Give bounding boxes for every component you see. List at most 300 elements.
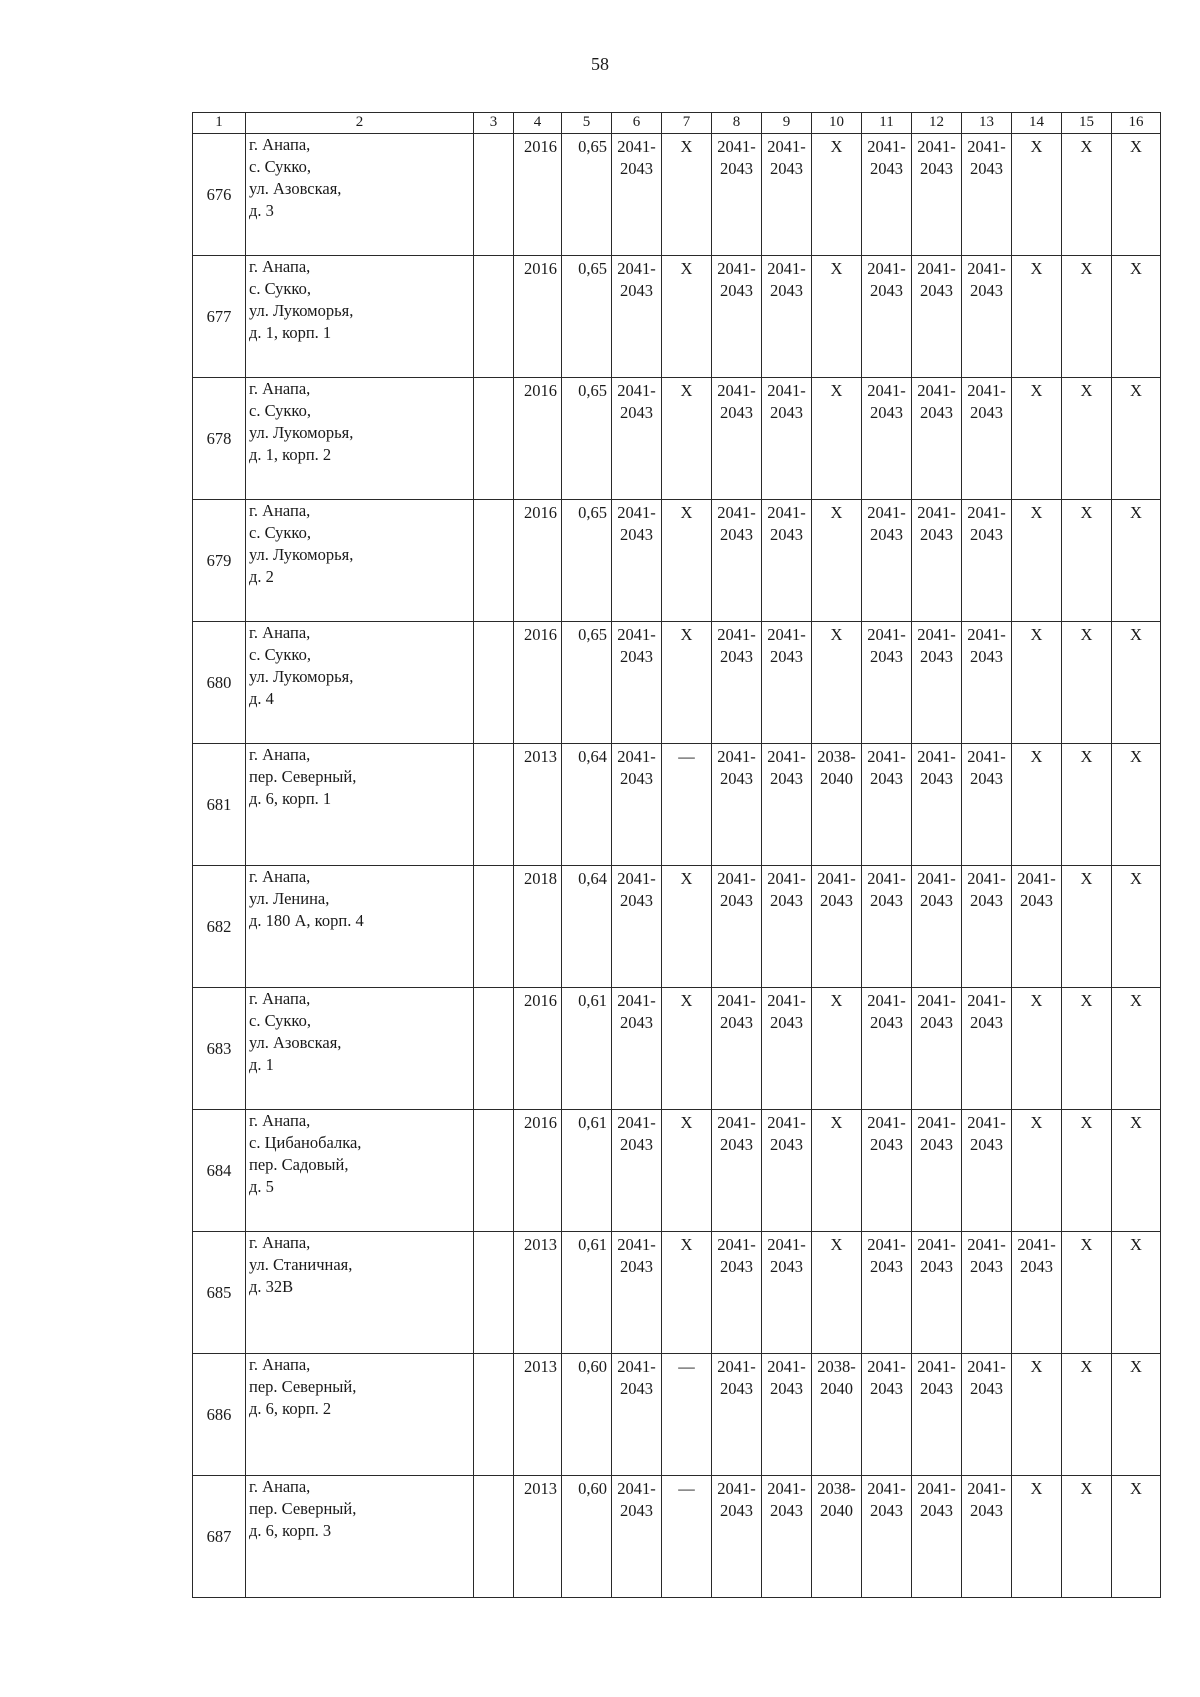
- row-number-cell: 679: [193, 500, 246, 622]
- cell-col-13: [962, 744, 1012, 866]
- cell-line: 2041-: [617, 259, 656, 278]
- wear-cell: 0,61: [562, 1110, 612, 1232]
- cell-col-11: [862, 866, 912, 988]
- cell-line: г. Анапа,: [249, 1477, 311, 1496]
- table-row: [193, 1232, 1161, 1354]
- cell-col-6: [612, 744, 662, 866]
- cell-line: с. Сукко,: [249, 1011, 311, 1030]
- cell-line: 2043: [770, 525, 803, 544]
- address-cell: [246, 1110, 474, 1232]
- cell-col-3: [474, 134, 514, 256]
- cell-line: 2041-: [767, 1113, 806, 1132]
- cell-col-8: [712, 866, 762, 988]
- cell-col-15: X: [1062, 1110, 1112, 1232]
- cell-line: 2038-: [817, 747, 856, 766]
- cell-col-13: [962, 1354, 1012, 1476]
- cell-line: X: [1030, 137, 1043, 156]
- cell-line: 2043: [870, 1379, 903, 1398]
- cell-line: 2043: [620, 1257, 653, 1276]
- cell-line: 2041-: [967, 1479, 1006, 1498]
- cell-line: 2043: [770, 1257, 803, 1276]
- column-header-11: 11: [862, 113, 912, 134]
- cell-line: 2043: [720, 1257, 753, 1276]
- cell-col-14: [1012, 1232, 1062, 1354]
- cell-line: X: [680, 991, 693, 1010]
- wear-cell: 0,65: [562, 622, 612, 744]
- cell-line: г. Анапа,: [249, 1355, 311, 1374]
- address-cell: [246, 134, 474, 256]
- row-number-cell: 680: [193, 622, 246, 744]
- cell-line: 2043: [720, 281, 753, 300]
- cell-line: г. Анапа,: [249, 623, 311, 642]
- cell-line: X: [830, 137, 843, 156]
- cell-col-12: [912, 1476, 962, 1598]
- cell-line: 2043: [770, 1379, 803, 1398]
- table-row: [193, 134, 1161, 256]
- cell-line: —: [678, 1357, 695, 1376]
- cell-line: 2043: [620, 525, 653, 544]
- cell-line: г. Анапа,: [249, 1111, 311, 1130]
- cell-line: д. 32В: [249, 1277, 294, 1296]
- cell-line: 2043: [970, 769, 1003, 788]
- cell-line: 2043: [770, 281, 803, 300]
- cell-col-11: [862, 1354, 912, 1476]
- cell-col-9: [762, 1354, 812, 1476]
- cell-col-12: [912, 1110, 962, 1232]
- cell-line: 2041-: [617, 625, 656, 644]
- cell-line: с. Сукко,: [249, 401, 311, 420]
- year-cell: 2016: [514, 988, 562, 1110]
- cell-line: 2043: [870, 769, 903, 788]
- cell-line: 2043: [620, 1135, 653, 1154]
- cell-line: 2041-: [817, 869, 856, 888]
- cell-line: 2041-: [917, 869, 956, 888]
- cell-col-10: [812, 500, 862, 622]
- cell-line: 2041-: [617, 1235, 656, 1254]
- cell-col-13: [962, 988, 1012, 1110]
- cell-col-3: [474, 1232, 514, 1354]
- cell-line: 2041-: [717, 625, 756, 644]
- cell-line: 2043: [720, 403, 753, 422]
- address-cell: [246, 1232, 474, 1354]
- cell-line: 2041-: [867, 1235, 906, 1254]
- cell-col-7: [662, 744, 712, 866]
- cell-col-6: [612, 1476, 662, 1598]
- cell-col-16: X: [1112, 744, 1161, 866]
- cell-line: 2043: [720, 1013, 753, 1032]
- cell-col-9: [762, 744, 812, 866]
- cell-line: 2041-: [767, 259, 806, 278]
- cell-line: X: [1030, 1113, 1043, 1132]
- page-number: 58: [591, 54, 609, 74]
- cell-line: 2041-: [967, 381, 1006, 400]
- cell-col-10: [812, 1476, 862, 1598]
- cell-line: ул. Лукоморья,: [249, 667, 354, 686]
- cell-col-3: [474, 500, 514, 622]
- cell-line: 2041-: [767, 1235, 806, 1254]
- year-cell: 2016: [514, 500, 562, 622]
- cell-col-7: [662, 256, 712, 378]
- wear-cell: 0,60: [562, 1476, 612, 1598]
- cell-col-16: X: [1112, 1476, 1161, 1598]
- cell-line: X: [680, 137, 693, 156]
- year-cell: 2016: [514, 1110, 562, 1232]
- cell-line: д. 1, корп. 1: [249, 323, 332, 342]
- wear-cell: 0,60: [562, 1354, 612, 1476]
- cell-col-9: [762, 1110, 812, 1232]
- cell-col-14: [1012, 134, 1062, 256]
- cell-col-14: [1012, 256, 1062, 378]
- column-header-14: 14: [1012, 113, 1062, 134]
- cell-col-9: [762, 378, 812, 500]
- cell-line: 2043: [720, 1501, 753, 1520]
- cell-col-10: [812, 744, 862, 866]
- cell-line: 2043: [970, 403, 1003, 422]
- cell-line: 2043: [620, 647, 653, 666]
- cell-line: 2041-: [717, 503, 756, 522]
- column-header-3: 3: [474, 113, 514, 134]
- cell-line: 2043: [970, 1135, 1003, 1154]
- cell-line: д. 1, корп. 2: [249, 445, 332, 464]
- cell-line: 2043: [870, 525, 903, 544]
- cell-line: 2043: [870, 1501, 903, 1520]
- cell-col-15: X: [1062, 988, 1112, 1110]
- cell-col-7: [662, 1110, 712, 1232]
- cell-line: 2041-: [717, 1357, 756, 1376]
- cell-col-16: X: [1112, 622, 1161, 744]
- cell-col-15: X: [1062, 134, 1112, 256]
- cell-col-6: [612, 988, 662, 1110]
- address-cell: [246, 866, 474, 988]
- cell-line: —: [678, 1479, 695, 1498]
- cell-col-11: [862, 988, 912, 1110]
- cell-col-10: [812, 378, 862, 500]
- cell-line: 2041-: [767, 137, 806, 156]
- cell-line: пер. Северный,: [249, 1499, 357, 1518]
- cell-line: 2043: [620, 891, 653, 910]
- cell-col-3: [474, 1476, 514, 1598]
- cell-col-15: X: [1062, 744, 1112, 866]
- address-cell: [246, 256, 474, 378]
- cell-line: 2041-: [867, 1479, 906, 1498]
- cell-line: 2041-: [617, 747, 656, 766]
- cell-col-12: [912, 256, 962, 378]
- cell-line: 2043: [820, 891, 853, 910]
- cell-col-13: [962, 1476, 1012, 1598]
- year-cell: 2016: [514, 256, 562, 378]
- column-header-8: 8: [712, 113, 762, 134]
- cell-line: X: [680, 381, 693, 400]
- cell-line: X: [680, 869, 693, 888]
- cell-col-15: X: [1062, 378, 1112, 500]
- address-cell: [246, 744, 474, 866]
- cell-line: 2041-: [917, 1479, 956, 1498]
- cell-line: 2041-: [1017, 1235, 1056, 1254]
- cell-col-10: [812, 1110, 862, 1232]
- cell-line: с. Сукко,: [249, 279, 311, 298]
- cell-line: 2041-: [767, 381, 806, 400]
- column-header-9: 9: [762, 113, 812, 134]
- cell-line: 2040: [820, 1379, 853, 1398]
- cell-line: 2041-: [867, 869, 906, 888]
- cell-line: 2041-: [617, 869, 656, 888]
- cell-line: с. Сукко,: [249, 645, 311, 664]
- cell-col-12: [912, 378, 962, 500]
- cell-col-16: X: [1112, 500, 1161, 622]
- cell-col-6: [612, 378, 662, 500]
- cell-col-16: X: [1112, 378, 1161, 500]
- cell-line: 2043: [870, 1013, 903, 1032]
- cell-line: 2041-: [617, 503, 656, 522]
- cell-line: 2043: [870, 891, 903, 910]
- cell-col-12: [912, 1354, 962, 1476]
- cell-line: 2041-: [617, 991, 656, 1010]
- cell-line: д. 6, корп. 3: [249, 1521, 332, 1540]
- cell-line: 2043: [620, 159, 653, 178]
- cell-col-11: [862, 500, 912, 622]
- cell-col-10: [812, 622, 862, 744]
- cell-col-8: [712, 1232, 762, 1354]
- cell-line: 2043: [920, 159, 953, 178]
- cell-line: 2043: [970, 1257, 1003, 1276]
- cell-line: 2041-: [717, 1479, 756, 1498]
- cell-col-10: [812, 134, 862, 256]
- row-number-cell: 681: [193, 744, 246, 866]
- cell-line: 2043: [970, 525, 1003, 544]
- cell-line: пер. Северный,: [249, 767, 357, 786]
- address-cell: [246, 1476, 474, 1598]
- cell-col-12: [912, 500, 962, 622]
- cell-col-13: [962, 1232, 1012, 1354]
- cell-col-9: [762, 134, 812, 256]
- cell-col-12: [912, 1232, 962, 1354]
- cell-line: X: [1030, 1357, 1043, 1376]
- cell-line: ул. Азовская,: [249, 179, 342, 198]
- cell-line: 2043: [970, 159, 1003, 178]
- cell-col-16: X: [1112, 1232, 1161, 1354]
- year-cell: 2016: [514, 622, 562, 744]
- row-number-cell: 687: [193, 1476, 246, 1598]
- cell-line: 2043: [970, 891, 1003, 910]
- cell-line: с. Сукко,: [249, 157, 311, 176]
- cell-line: с. Сукко,: [249, 523, 311, 542]
- cell-line: 2041-: [617, 1479, 656, 1498]
- cell-line: 2043: [870, 647, 903, 666]
- cell-col-11: [862, 744, 912, 866]
- cell-col-7: [662, 134, 712, 256]
- cell-col-11: [862, 622, 912, 744]
- cell-col-14: [1012, 1476, 1062, 1598]
- cell-col-13: [962, 622, 1012, 744]
- cell-line: 2043: [920, 1135, 953, 1154]
- column-header-15: 15: [1062, 113, 1112, 134]
- cell-line: 2041-: [867, 747, 906, 766]
- wear-cell: 0,65: [562, 256, 612, 378]
- address-cell: [246, 1354, 474, 1476]
- cell-line: д. 6, корп. 1: [249, 789, 332, 808]
- cell-col-3: [474, 744, 514, 866]
- cell-line: 2043: [720, 159, 753, 178]
- cell-line: 2043: [1020, 1257, 1053, 1276]
- cell-line: 2041-: [717, 137, 756, 156]
- cell-line: X: [1030, 1479, 1043, 1498]
- cell-line: 2043: [920, 1013, 953, 1032]
- cell-line: 2043: [720, 1379, 753, 1398]
- cell-line: 2043: [770, 403, 803, 422]
- cell-col-15: X: [1062, 500, 1112, 622]
- cell-col-7: [662, 866, 712, 988]
- wear-cell: 0,65: [562, 378, 612, 500]
- cell-col-12: [912, 134, 962, 256]
- cell-col-10: [812, 1232, 862, 1354]
- cell-col-16: X: [1112, 134, 1161, 256]
- cell-line: 2041-: [617, 1357, 656, 1376]
- cell-line: ул. Станичная,: [249, 1255, 353, 1274]
- cell-col-8: [712, 1354, 762, 1476]
- cell-line: 2040: [820, 769, 853, 788]
- cell-line: 2043: [720, 891, 753, 910]
- cell-col-14: [1012, 378, 1062, 500]
- wear-cell: 0,61: [562, 988, 612, 1110]
- cell-line: X: [1030, 991, 1043, 1010]
- column-header-13: 13: [962, 113, 1012, 134]
- cell-line: г. Анапа,: [249, 379, 311, 398]
- cell-line: 2043: [970, 1013, 1003, 1032]
- cell-line: X: [830, 381, 843, 400]
- table-row: [193, 1110, 1161, 1232]
- cell-line: 2043: [870, 1257, 903, 1276]
- cell-line: X: [680, 259, 693, 278]
- cell-line: —: [678, 747, 695, 766]
- cell-col-3: [474, 866, 514, 988]
- cell-line: X: [680, 625, 693, 644]
- cell-line: 2038-: [817, 1357, 856, 1376]
- row-number-cell: 686: [193, 1354, 246, 1476]
- column-header-1: 1: [193, 113, 246, 134]
- cell-col-11: [862, 1110, 912, 1232]
- cell-line: 2041-: [1017, 869, 1056, 888]
- cell-col-8: [712, 622, 762, 744]
- cell-line: с. Цибанобалка,: [249, 1133, 362, 1152]
- cell-line: 2043: [870, 403, 903, 422]
- cell-line: 2043: [770, 1013, 803, 1032]
- column-header-10: 10: [812, 113, 862, 134]
- cell-line: 2043: [870, 159, 903, 178]
- table-row: [193, 256, 1161, 378]
- cell-col-9: [762, 256, 812, 378]
- cell-col-16: X: [1112, 866, 1161, 988]
- cell-line: 2043: [920, 769, 953, 788]
- year-cell: 2018: [514, 866, 562, 988]
- cell-line: 2041-: [867, 991, 906, 1010]
- cell-line: г. Анапа,: [249, 257, 311, 276]
- cell-col-15: X: [1062, 622, 1112, 744]
- table-row: [193, 500, 1161, 622]
- cell-line: 2041-: [917, 991, 956, 1010]
- cell-line: 2043: [920, 525, 953, 544]
- cell-line: 2043: [920, 1501, 953, 1520]
- cell-line: 2043: [620, 769, 653, 788]
- cell-col-11: [862, 378, 912, 500]
- cell-line: X: [1030, 381, 1043, 400]
- cell-line: 2043: [920, 281, 953, 300]
- cell-col-16: X: [1112, 256, 1161, 378]
- cell-col-13: [962, 256, 1012, 378]
- cell-col-16: X: [1112, 1110, 1161, 1232]
- cell-col-14: [1012, 1354, 1062, 1476]
- row-number-cell: 684: [193, 1110, 246, 1232]
- cell-line: X: [830, 259, 843, 278]
- cell-line: 2041-: [967, 259, 1006, 278]
- cell-line: X: [680, 1113, 693, 1132]
- cell-line: 2043: [970, 1379, 1003, 1398]
- cell-col-9: [762, 622, 812, 744]
- cell-line: 2043: [620, 1013, 653, 1032]
- row-number-cell: 677: [193, 256, 246, 378]
- column-header-4: 4: [514, 113, 562, 134]
- cell-line: 2041-: [617, 137, 656, 156]
- address-cell: [246, 378, 474, 500]
- cell-col-9: [762, 866, 812, 988]
- cell-line: X: [1030, 259, 1043, 278]
- cell-col-9: [762, 500, 812, 622]
- cell-col-14: [1012, 500, 1062, 622]
- cell-line: 2043: [720, 1135, 753, 1154]
- cell-col-8: [712, 1110, 762, 1232]
- cell-line: 2043: [620, 403, 653, 422]
- cell-line: X: [830, 1113, 843, 1132]
- cell-line: г. Анапа,: [249, 1233, 311, 1252]
- cell-col-8: [712, 134, 762, 256]
- cell-col-8: [712, 1476, 762, 1598]
- wear-cell: 0,61: [562, 1232, 612, 1354]
- cell-line: 2043: [770, 647, 803, 666]
- cell-line: 2041-: [867, 381, 906, 400]
- cell-col-7: [662, 622, 712, 744]
- cell-col-7: [662, 500, 712, 622]
- cell-line: д. 4: [249, 689, 274, 708]
- year-cell: 2013: [514, 1232, 562, 1354]
- cell-line: 2041-: [867, 1357, 906, 1376]
- cell-line: 2043: [770, 159, 803, 178]
- cell-line: г. Анапа,: [249, 867, 311, 886]
- cell-line: X: [1030, 625, 1043, 644]
- cell-line: 2041-: [717, 381, 756, 400]
- cell-line: г. Анапа,: [249, 989, 311, 1008]
- cell-col-13: [962, 866, 1012, 988]
- cell-line: 2043: [770, 1135, 803, 1154]
- cell-line: д. 180 А, корп. 4: [249, 911, 364, 930]
- cell-line: пер. Садовый,: [249, 1155, 349, 1174]
- cell-col-14: [1012, 866, 1062, 988]
- cell-line: 2043: [870, 1135, 903, 1154]
- row-number-cell: 682: [193, 866, 246, 988]
- cell-col-6: [612, 866, 662, 988]
- cell-line: 2043: [620, 281, 653, 300]
- wear-cell: 0,64: [562, 866, 612, 988]
- cell-line: 2041-: [767, 1479, 806, 1498]
- cell-line: 2041-: [717, 259, 756, 278]
- cell-col-16: X: [1112, 988, 1161, 1110]
- cell-col-16: X: [1112, 1354, 1161, 1476]
- cell-col-6: [612, 622, 662, 744]
- cell-line: 2041-: [717, 991, 756, 1010]
- cell-line: 2041-: [767, 625, 806, 644]
- cell-col-7: [662, 378, 712, 500]
- cell-line: 2043: [970, 281, 1003, 300]
- wear-cell: 0,65: [562, 134, 612, 256]
- cell-line: ул. Ленина,: [249, 889, 330, 908]
